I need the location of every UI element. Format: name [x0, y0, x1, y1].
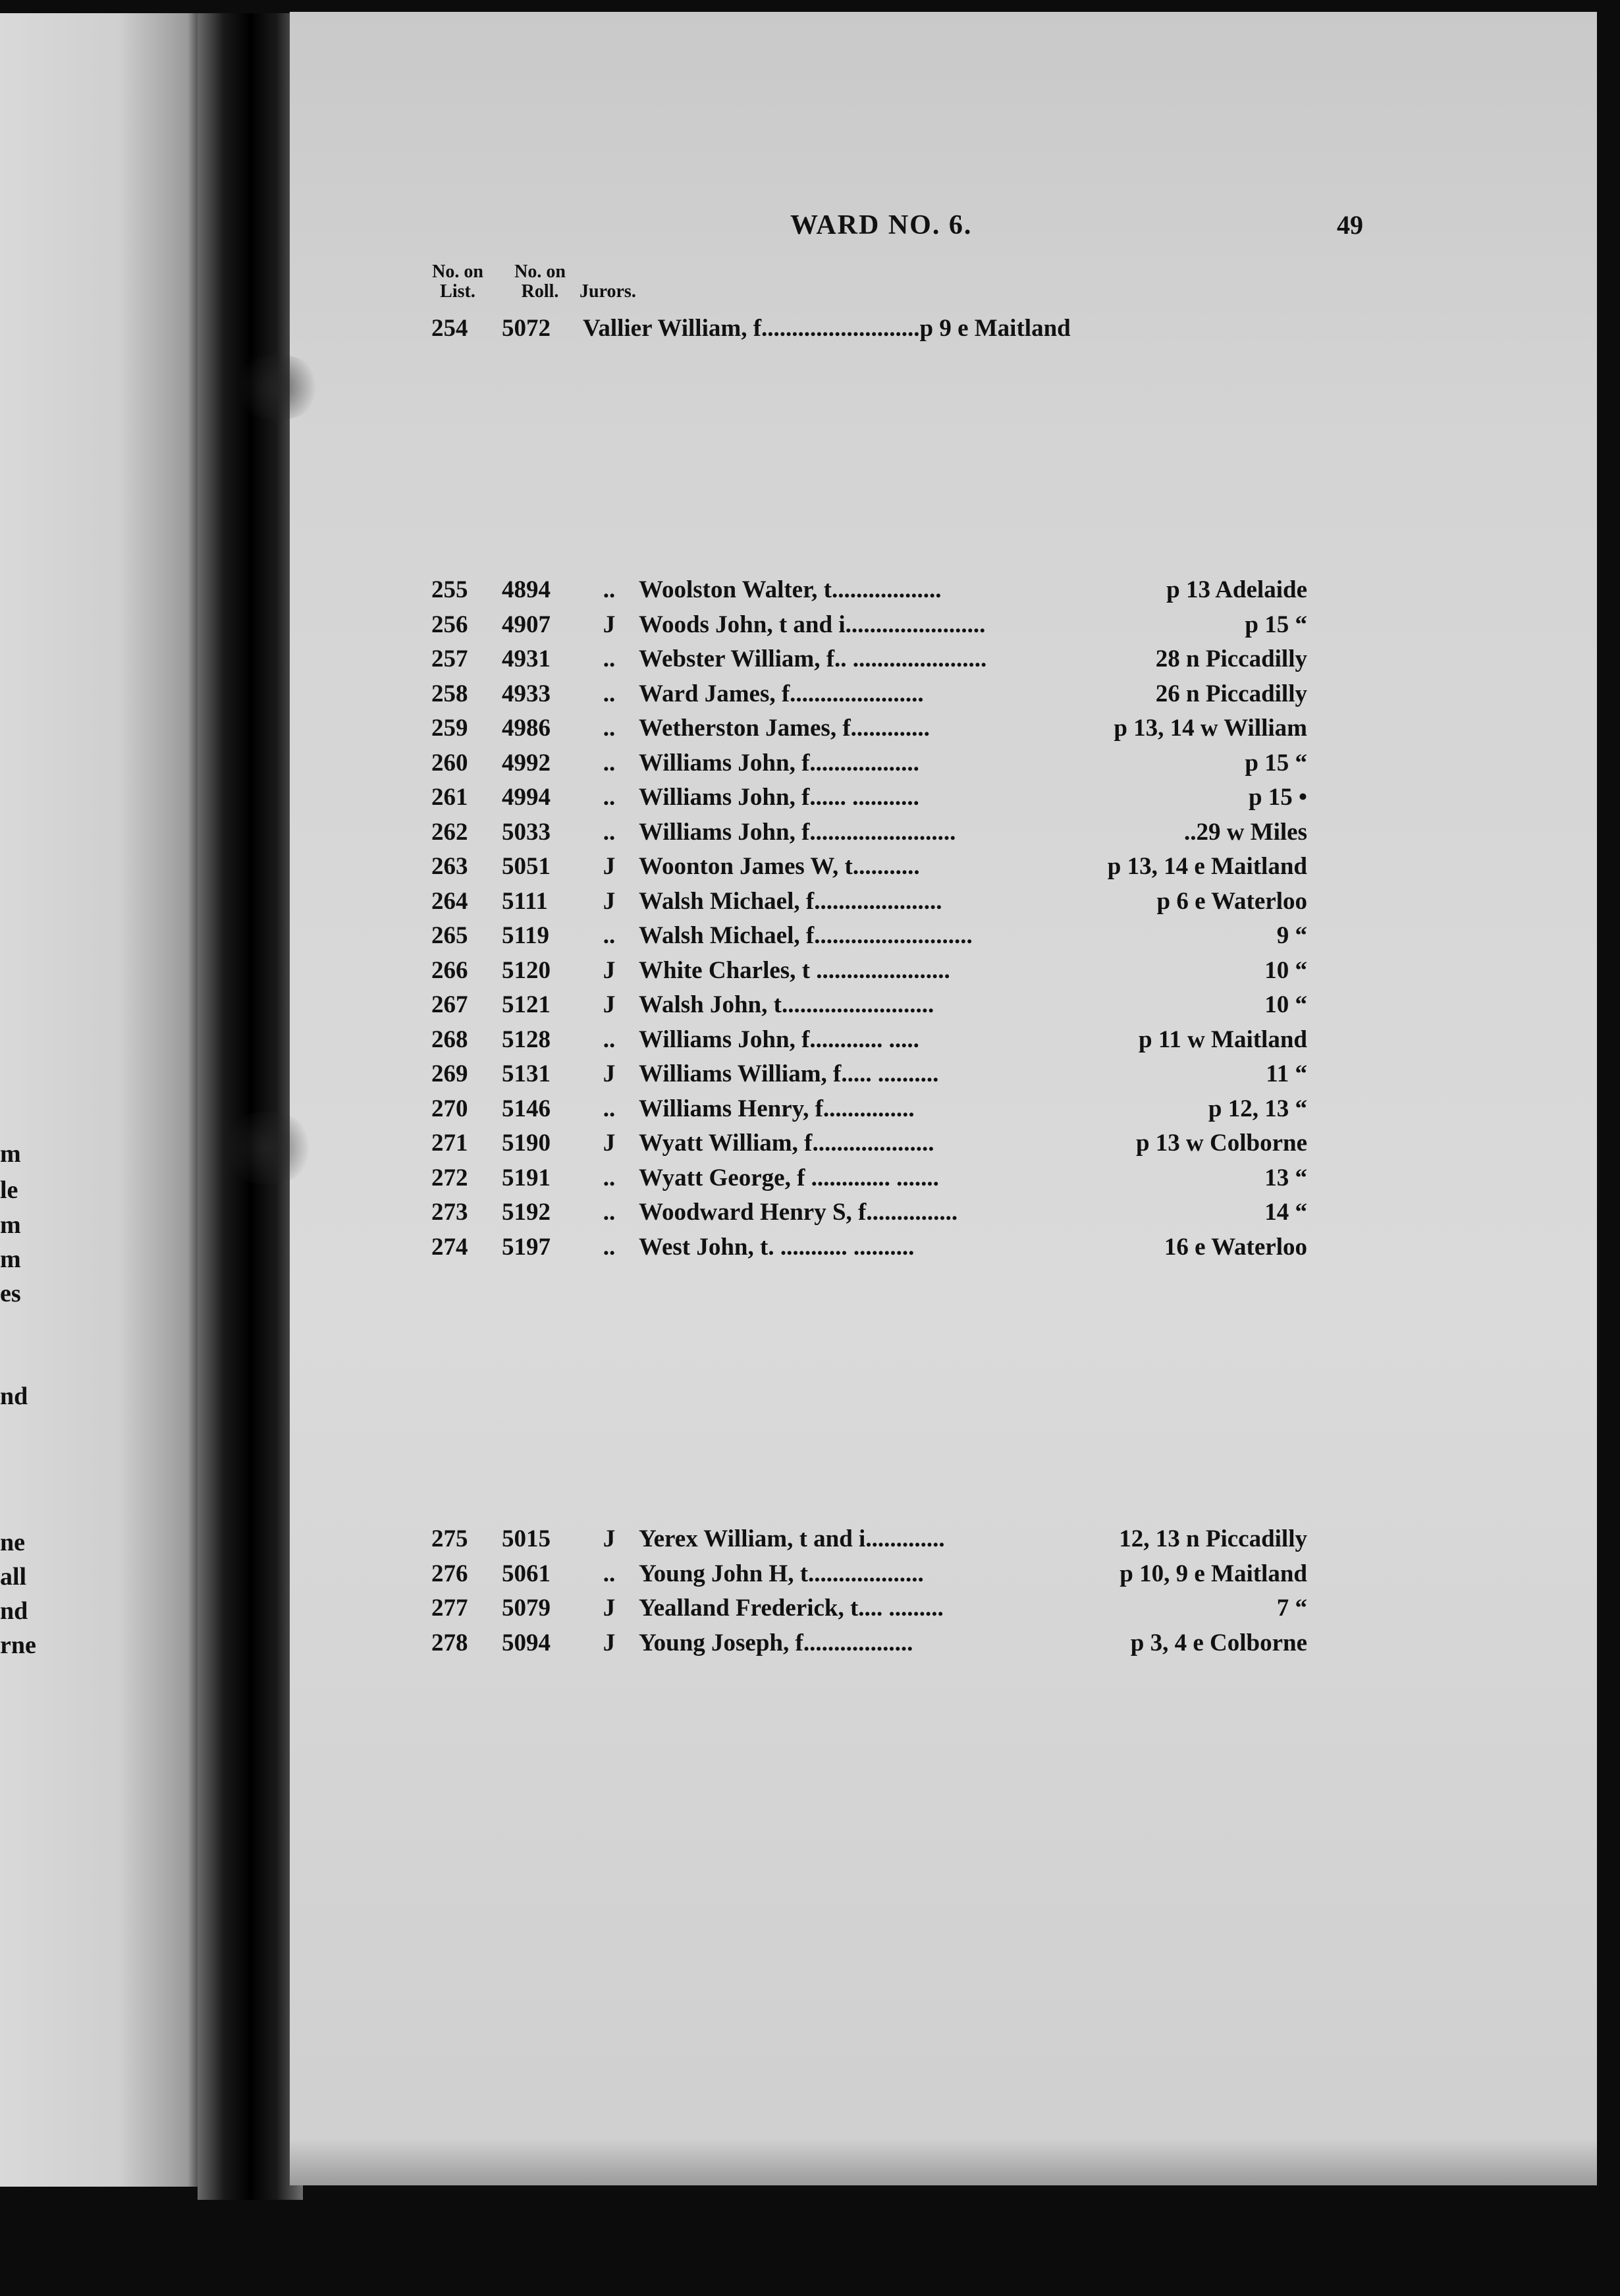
- address-cell: [290, 642, 1307, 676]
- table-row: [290, 1557, 1597, 1592]
- juror-mark: J: [603, 956, 616, 984]
- address-cell: [290, 1092, 1307, 1126]
- address-cell: [290, 885, 1307, 919]
- address-cell: [290, 954, 1307, 988]
- column-header-roll: No. on Roll.: [514, 261, 566, 302]
- address-cell: [290, 677, 1307, 711]
- entry-text: Ward James, f......................: [639, 680, 924, 707]
- table-row: [290, 1161, 1597, 1196]
- page-bottom-shadow: [290, 2139, 1597, 2185]
- juror-mark: ..: [603, 1199, 616, 1226]
- entry-text: Vallier William, f..........................p 9 e Maitland: [583, 315, 1071, 342]
- address-text: 14 “: [1264, 1199, 1307, 1226]
- table-row: [290, 746, 1597, 781]
- entry-text: Williams William, f..... ..........: [639, 1060, 939, 1087]
- table-row: [290, 642, 1597, 677]
- address-cell: [290, 1591, 1307, 1626]
- entry-text: Williams Henry, f...............: [639, 1095, 915, 1122]
- address-cell: [290, 1195, 1307, 1230]
- roll-number: 5033: [502, 818, 551, 846]
- list-number: 270: [431, 1095, 468, 1122]
- table-row: [290, 312, 1597, 346]
- roll-number: 5121: [502, 991, 551, 1018]
- page-number: 49: [1337, 210, 1363, 240]
- list-number: 275: [431, 1525, 468, 1552]
- address-cell: [290, 1626, 1307, 1660]
- entry-text: Walsh Michael, f.....................: [639, 887, 942, 915]
- entry-text: Walsh John, t.........................: [639, 991, 934, 1018]
- list-number: 273: [431, 1199, 468, 1226]
- entry-text: Wetherston James, f.............: [639, 715, 930, 742]
- juror-mark: J: [603, 1130, 616, 1157]
- roll-number: 5079: [502, 1595, 551, 1622]
- table-row: [290, 1126, 1597, 1161]
- list-number: 278: [431, 1629, 468, 1656]
- juror-mark: ..: [603, 576, 616, 603]
- binding-smudge: [230, 354, 323, 420]
- address-cell: [290, 1126, 1307, 1161]
- roll-number: 5192: [502, 1199, 551, 1226]
- entries-block-3: [290, 1522, 1597, 1660]
- address-cell: [290, 711, 1307, 746]
- address-text: 7 “: [1276, 1595, 1307, 1622]
- address-cell: [290, 1023, 1307, 1057]
- juror-mark: ..: [603, 1560, 616, 1587]
- left-page-fragment: nd: [0, 1597, 28, 1625]
- entry-text: Wyatt George, f ............. .......: [639, 1164, 939, 1191]
- left-page-fragment: m: [0, 1245, 21, 1273]
- roll-number: 4994: [502, 784, 551, 811]
- page-header: [290, 209, 1597, 249]
- table-row: [290, 1057, 1597, 1092]
- juror-mark: J: [603, 887, 616, 915]
- roll-number: 4894: [502, 576, 551, 603]
- address-text: p 13 w Colborne: [1135, 1130, 1307, 1157]
- binding-gutter: [198, 13, 303, 2200]
- juror-mark: J: [603, 1060, 616, 1087]
- address-text: p 3, 4 e Colborne: [1130, 1629, 1307, 1656]
- list-number: 255: [431, 576, 468, 603]
- roll-number: 5146: [502, 1095, 551, 1122]
- address-text: p 10, 9 e Maitland: [1120, 1560, 1307, 1587]
- juror-mark: ..: [603, 680, 616, 707]
- table-row: [290, 1230, 1597, 1265]
- roll-number: 4907: [502, 611, 551, 638]
- list-number: 277: [431, 1595, 468, 1622]
- column-header-list: No. on List.: [432, 261, 483, 302]
- entry-text: Yerex William, t and i.............: [639, 1525, 945, 1552]
- table-row: [290, 677, 1597, 712]
- binding-smudge: [217, 1112, 316, 1184]
- address-text: p 12, 13 “: [1208, 1095, 1307, 1122]
- document-page: [290, 12, 1597, 2185]
- address-cell: [290, 746, 1307, 780]
- list-number: 259: [431, 715, 468, 742]
- table-row: [290, 850, 1597, 885]
- entries-block-1: [290, 312, 1597, 346]
- address-cell: [290, 573, 1307, 607]
- entry-text: Williams John, f........................: [639, 818, 956, 846]
- address-text: 9 “: [1276, 922, 1307, 949]
- address-text: p 13 Adelaide: [1166, 576, 1307, 603]
- table-row: [290, 1092, 1597, 1127]
- table-row: [290, 608, 1597, 643]
- left-page-fragment: nd: [0, 1382, 28, 1410]
- address-text: p 15 “: [1245, 611, 1307, 638]
- list-number: 254: [431, 315, 468, 342]
- column-headers: [290, 262, 1597, 315]
- list-number: 276: [431, 1560, 468, 1587]
- address-cell: [290, 919, 1307, 953]
- entry-text: Woonton James W, t...........: [639, 853, 920, 880]
- entry-text: Woodward Henry S, f...............: [639, 1199, 958, 1226]
- address-cell: [290, 815, 1307, 850]
- juror-mark: ..: [603, 749, 616, 777]
- list-number: 262: [431, 818, 468, 846]
- list-number: 257: [431, 645, 468, 672]
- juror-mark: ..: [603, 1095, 616, 1122]
- list-number: 265: [431, 922, 468, 949]
- table-row: [290, 573, 1597, 608]
- list-number: 267: [431, 991, 468, 1018]
- juror-mark: J: [603, 991, 616, 1018]
- juror-mark: J: [603, 1629, 616, 1656]
- entry-text: Woolston Walter, t..................: [639, 576, 942, 603]
- left-page-fragment: le: [0, 1176, 18, 1204]
- roll-number: 5094: [502, 1629, 551, 1656]
- address-cell: [290, 780, 1307, 815]
- entry-text: Yealland Frederick, t.... .........: [639, 1595, 944, 1622]
- juror-mark: ..: [603, 1233, 616, 1261]
- table-row: [290, 885, 1597, 919]
- address-cell: [290, 850, 1307, 884]
- page-title: WARD NO. 6.: [790, 210, 973, 240]
- table-row: [290, 1195, 1597, 1230]
- entry-text: Williams John, f...... ...........: [639, 784, 919, 811]
- entry-text: Webster William, f.. ......................: [639, 645, 987, 672]
- address-text: p 15 •: [1248, 784, 1307, 811]
- table-row: [290, 1591, 1597, 1626]
- table-row: [290, 815, 1597, 850]
- juror-mark: J: [603, 1525, 616, 1552]
- roll-number: 5190: [502, 1130, 551, 1157]
- juror-mark: J: [603, 1595, 616, 1622]
- table-row: [290, 1522, 1597, 1557]
- roll-number: 4986: [502, 715, 551, 742]
- address-cell: [290, 1522, 1307, 1556]
- entry-text: West John, t. ........... ..........: [639, 1233, 915, 1261]
- roll-number: 5111: [502, 887, 548, 915]
- address-text: p 11 w Maitland: [1139, 1025, 1307, 1053]
- roll-number: 5119: [502, 922, 549, 949]
- roll-number: 5120: [502, 956, 551, 984]
- list-number: 260: [431, 749, 468, 777]
- address-text: p 6 e Waterloo: [1156, 887, 1307, 915]
- entry-text: White Charles, t ......................: [639, 956, 950, 984]
- list-number: 269: [431, 1060, 468, 1087]
- address-text: 11 “: [1266, 1060, 1307, 1087]
- list-number: 272: [431, 1164, 468, 1191]
- roll-number: 4931: [502, 645, 551, 672]
- juror-mark: ..: [603, 645, 616, 672]
- juror-mark: ..: [603, 1025, 616, 1053]
- juror-mark: ..: [603, 784, 616, 811]
- roll-number: 4992: [502, 749, 551, 777]
- left-page-fragment: all: [0, 1563, 27, 1591]
- roll-number: 5131: [502, 1060, 551, 1087]
- roll-number: 5072: [502, 315, 551, 342]
- entry-text: Woods John, t and i.......................: [639, 611, 986, 638]
- column-header-jurors: Jurors.: [580, 281, 636, 302]
- address-text: 10 “: [1264, 956, 1307, 984]
- entry-text: Wyatt William, f....................: [639, 1130, 934, 1157]
- entry-text: Williams John, f............ .....: [639, 1025, 919, 1053]
- roll-number: 5128: [502, 1025, 551, 1053]
- juror-mark: J: [603, 853, 616, 880]
- roll-number: 5061: [502, 1560, 551, 1587]
- table-row: [290, 1626, 1597, 1661]
- table-row: [290, 780, 1597, 815]
- left-page-fragment: ne: [0, 1529, 25, 1556]
- address-cell: [290, 1557, 1307, 1591]
- address-text: 13 “: [1264, 1164, 1307, 1191]
- table-row: [290, 1023, 1597, 1058]
- address-text: p 15 “: [1245, 749, 1307, 777]
- list-number: 274: [431, 1233, 468, 1261]
- juror-mark: ..: [603, 922, 616, 949]
- roll-number: 4933: [502, 680, 551, 707]
- entry-text: Williams John, f..................: [639, 749, 919, 777]
- list-number: 256: [431, 611, 468, 638]
- entry-text: Young Joseph, f..................: [639, 1629, 913, 1656]
- roll-number: 5197: [502, 1233, 551, 1261]
- list-number: 264: [431, 887, 468, 915]
- address-text: p 13, 14 w William: [1114, 715, 1307, 742]
- list-number: 266: [431, 956, 468, 984]
- roll-number: 5015: [502, 1525, 551, 1552]
- address-cell: [290, 988, 1307, 1022]
- juror-mark: J: [603, 611, 616, 638]
- address-text: 16 e Waterloo: [1164, 1233, 1307, 1261]
- juror-mark: ..: [603, 818, 616, 846]
- left-page-fragment: rne: [0, 1631, 36, 1659]
- juror-mark: ..: [603, 715, 616, 742]
- entry-text: Young John H, t...................: [639, 1560, 924, 1587]
- juror-mark: ..: [603, 1164, 616, 1191]
- list-number: 263: [431, 853, 468, 880]
- address-text: ..29 w Miles: [1183, 818, 1307, 846]
- left-facing-page: [0, 13, 198, 2187]
- table-row: [290, 988, 1597, 1023]
- list-number: 261: [431, 784, 468, 811]
- roll-number: 5191: [502, 1164, 551, 1191]
- address-cell: [290, 1161, 1307, 1195]
- list-number: 271: [431, 1130, 468, 1157]
- address-text: p 13, 14 e Maitland: [1107, 853, 1307, 880]
- left-page-fragment: m: [0, 1140, 21, 1168]
- roll-number: 5051: [502, 853, 551, 880]
- address-text: 12, 13 n Piccadilly: [1119, 1525, 1307, 1552]
- table-row: [290, 919, 1597, 954]
- address-cell: [290, 608, 1307, 642]
- left-page-fragment: es: [0, 1280, 21, 1307]
- address-text: 26 n Piccadilly: [1155, 680, 1307, 707]
- address-cell: [290, 1057, 1307, 1091]
- entries-block-2: [290, 573, 1597, 1265]
- table-row: [290, 954, 1597, 989]
- list-number: 268: [431, 1025, 468, 1053]
- address-text: 10 “: [1264, 991, 1307, 1018]
- left-page-fragment: m: [0, 1211, 21, 1239]
- address-cell: [290, 1230, 1307, 1265]
- entry-text: Walsh Michael, f..........................: [639, 922, 973, 949]
- address-text: 28 n Piccadilly: [1155, 645, 1307, 672]
- list-number: 258: [431, 680, 468, 707]
- table-row: [290, 711, 1597, 746]
